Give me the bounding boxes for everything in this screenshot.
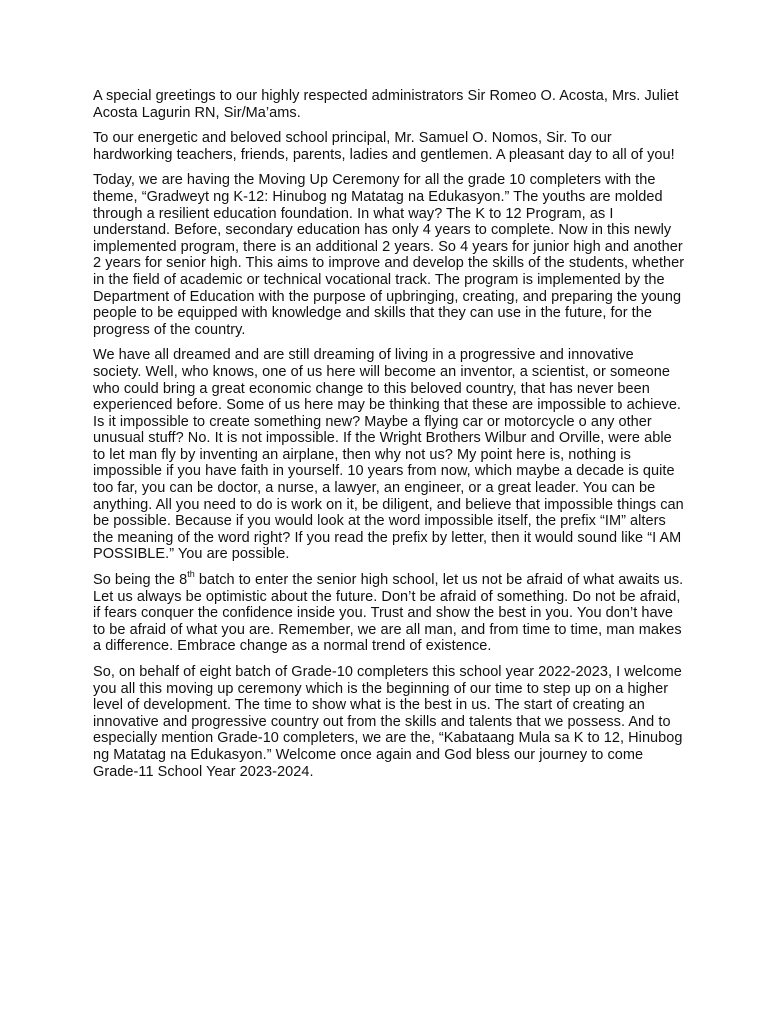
paragraph-greeting-principal: To our energetic and beloved school principal, Mr. Samuel O. Nomos, Sir. To our hardworking teachers, friends, parents, ladies and gentlemen. A pleasant day to all of you! [93,130,675,163]
paragraph-closing: So, on behalf of eight batch of Grade-10 completers this school year 2022-2023, I welcome you all this moving up ceremony which is the beginning of our time to step up on a higher level of development. The time to show what is the best in us. The start of creating an innovative and progressive country out from the skills and talents that we possess. And to especially mention Grade-10 completers, we are the, “Kabataang Mula sa K to 12, Hinubog ng Matatag na Edukasyon.” Welcome once again and God bless our journey to come Grade-11 School Year 2023-2024. [93,664,683,780]
paragraph-eighth-batch-rest: batch to enter the senior high school, let us not be afraid of what awaits us. Let us always be optimistic about the future. Don’t be afraid of something. Do not be afraid, if fears conquer the confidence inside you. Trust and show the best in you. You don’t have to be afraid of what you are. Remember, we are all man, and from time to time, man makes a difference. Embrace change as a normal trend of existence. [93,572,684,655]
paragraph-moving-up-ceremony: Today, we are having the Moving Up Ceremony for all the grade 10 completers with the theme, “Gradweyt ng K-12: Hinubog ng Matatag na Edukasyon.” The youths are molded through a resilient education foundation. In what way? The K to 12 Program, as I understand. Before, secondary education has only 4 years to complete. Now in this newly implemented program, there is an additional 2 years. So 4 years for junior high and another 2 years for senior high. This aims to improve and develop the skills of the students, whether in the field of academic or technical vocational track. The program is implemented by the Department of Education with the purpose of upbringing, creating, and preparing the young people to be equipped with knowledge and skills that they can use in the future, for the progress of the country. [93,172,685,338]
paragraph-eighth-batch [93,569,685,655]
paragraph-eighth-batch-start: So being the 8 [93,572,188,589]
paragraph-greeting-administrators: A special greetings to our highly respected administrators Sir Romeo O. Acosta, Mrs. Juliet Acosta Lagurin RN, Sir/Ma’ams. [93,88,679,121]
paragraph-dreams: We have all dreamed and are still dreaming of living in a progressive and innovative society. Well, who knows, one of us here will become an inventor, a scientist, or someone who could bring a great economic change to this beloved country, that has never been experienced before. Some of us here may be thinking that these are impossible to achieve. Is it impossible to create something new? Maybe a flying car or motorcycle o any other unusual stuff? No. It is not impossible. If the Wright Brothers Wilbur and Orville, were able to let man fly by inventing an airplane, then why not us? My point here is, nothing is impossible if you have faith in yourself. 10 years from now, which maybe a decade is quite too far, you can be doctor, a nurse, a lawyer, an engineer, or a great leader. You can be anything. All you need to do is work on it, be diligent, and believe that impossible things can be possible. Because if you would look at the word impossible itself, the prefix “IM” alters the meaning of the word right? If you read the prefix by letter, then it would sound like “I AM POSSIBLE.” You are possible. [93,347,684,563]
speech-body [93,88,685,789]
ordinal-suffix: th [187,569,195,580]
